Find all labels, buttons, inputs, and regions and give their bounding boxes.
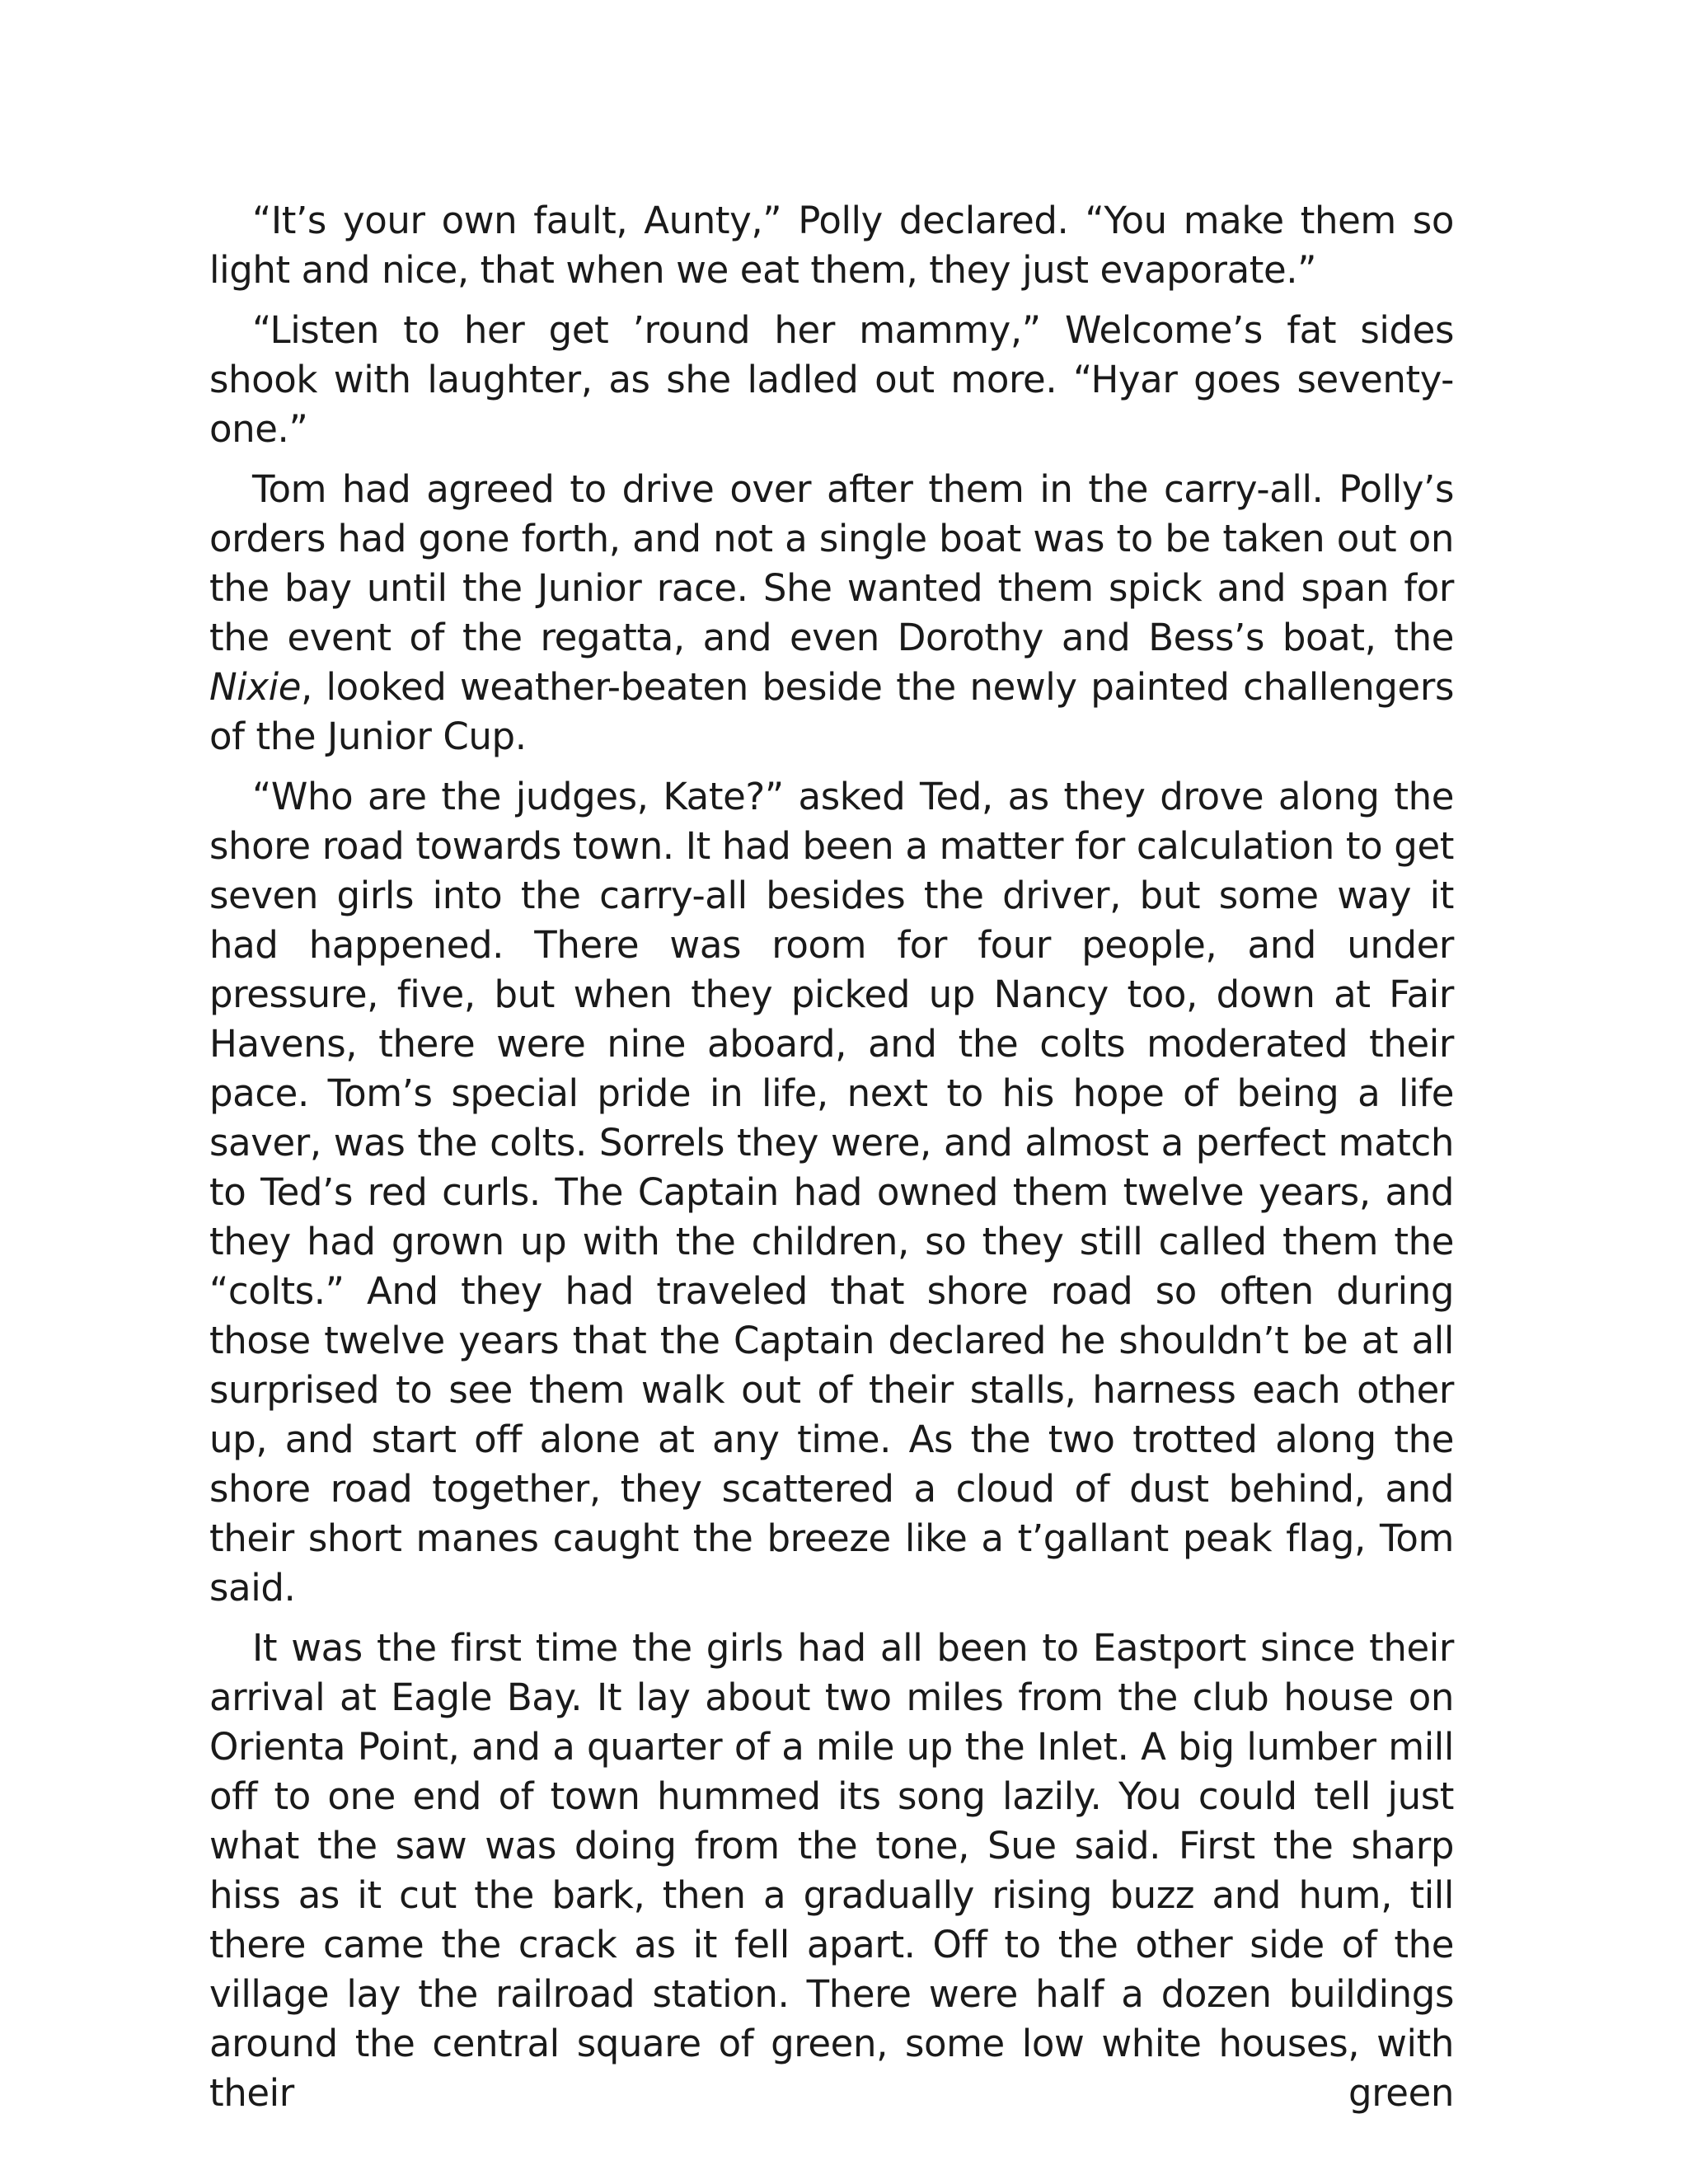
paragraph [209,465,1454,762]
paragraph [209,306,1454,454]
paragraph-text: It was the first time the girls had all been to Eastport since their arrival at Eagle Bay. It lay about two miles from the club house on Orienta Point, and a quarter of a mile up the Inlet. A big lumber mill off to one end of town hummed its song lazily. You could tell just what the saw was doing from the tone, Sue said. First the sharp hiss as it cut the bark, then a gradually rising buzz and hum, till there came the crack as it fell apart. Off to the other side of the village lay the railroad station. There were half a dozen buildings around the central square of green, some low white houses, with their green [209,1626,1454,2115]
paragraph-text: Tom had agreed to drive over after them in the carry-all. Polly’s orders had gone forth, and not a single boat was to be taken out on the bay until the Junior race. She wanted them spick and span for the event of the regatta, and even Dorothy and Bess’s boat, the [209,467,1454,659]
paragraph-text: “Who are the judges, Kate?” asked Ted, as they drove along the shore road towards town. It had been a matter for calculation to get seven girls into the carry-all besides the driver, but some way it had happened. There was room for four people, and under pressure, five, but when they picked up Nancy too, down at Fair Havens, there were nine aboard, and the colts moderated their pace. Tom’s special pride in life, next to his hope of being a life saver, was the colts. Sorrels they were, and almost a perfect match to Ted’s red curls. The Captain had owned them twelve years, and they had grown up with the children, so they still called them the “colts.” And they had traveled that shore road so often during those twelve years that the Captain declared he shouldn’t be at all surprised to see them walk out of their stalls, harness each other up, and start off alone at any time. As the two trotted along the shore road together, they scattered a cloud of dust behind, and their short manes caught the breeze like a t’gallant peak flag, Tom said. [209,775,1454,1610]
paragraph-text: “It’s your own fault, Aunty,” Polly declared. “You make them so light and nice, that when we eat them, they just evaporate.” [209,199,1454,292]
paragraph-text: “Listen to her get ’round her mammy,” Welcome’s fat sides shook with laughter, as she ladled out more. “Hyar goes seventy-one.” [209,308,1454,451]
paragraph [209,772,1454,1613]
paragraph-text: , looked weather-beaten beside the newly painted challengers of the Junior Cup. [209,665,1454,758]
page-body [209,196,1454,2118]
paragraph [209,196,1454,295]
paragraph [209,1624,1454,2118]
boat-name-italic: Nixie [209,665,301,709]
